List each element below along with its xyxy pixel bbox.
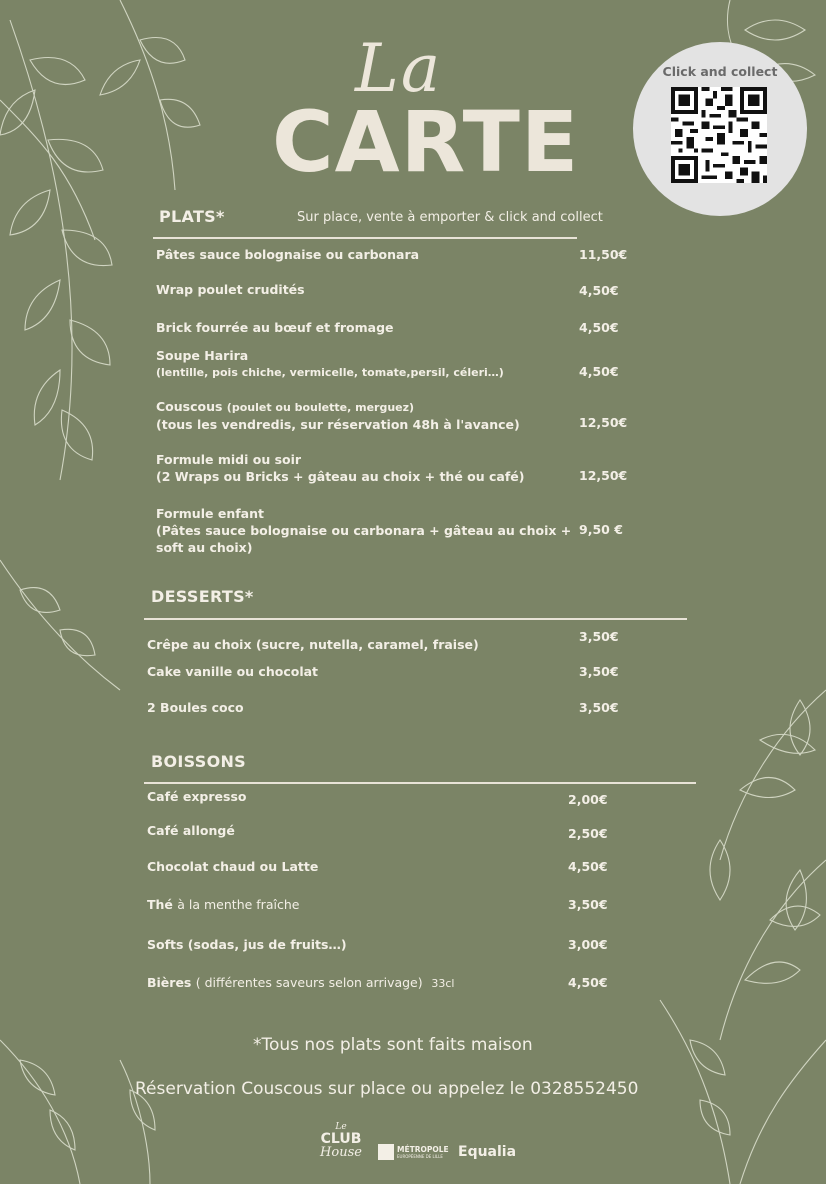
boisson-price: 4,50€	[568, 859, 608, 874]
boisson-price: 2,50€	[568, 826, 608, 841]
item-name: Cake vanille ou chocolat	[147, 664, 319, 679]
equalia-logo: Equalia	[458, 1144, 517, 1160]
dessert-price: 3,50€	[579, 629, 619, 644]
plats-item	[156, 246, 419, 263]
qr-label: Click and collect	[662, 64, 778, 79]
plats-price: 4,50€	[579, 283, 619, 298]
boisson-item	[147, 896, 299, 913]
item-name: Pâtes sauce bolognaise ou carbonara	[156, 247, 420, 262]
item-name: Café expresso	[147, 789, 247, 804]
item-inline: ( différentes saveurs selon arrivage)	[195, 975, 423, 990]
item-detail: (tous les vendredis, sur réservation 48h à l'avance)	[156, 417, 520, 432]
title-carte: CARTE	[272, 93, 580, 191]
item-volume: 33cl	[431, 977, 455, 990]
boisson-price: 4,50€	[568, 975, 608, 990]
item-name: Couscous	[156, 399, 223, 414]
plats-divider	[153, 237, 577, 239]
item-name: Wrap poulet crudités	[156, 282, 305, 297]
item-inline: (poulet ou boulette, merguez)	[226, 401, 415, 414]
dessert-item	[147, 699, 244, 716]
item-name: Softs (sodas, jus de fruits…)	[147, 937, 347, 952]
dessert-item	[147, 663, 318, 680]
item-name: Formule	[156, 506, 214, 521]
plats-price: 12,50€	[579, 415, 628, 430]
item-name: Formule	[156, 452, 214, 467]
item-inline: enfant	[217, 506, 264, 521]
item-name: Brick fourrée au bœuf et fromage	[156, 320, 394, 335]
boisson-price: 2,00€	[568, 792, 608, 807]
metropole-mark-icon	[378, 1144, 394, 1160]
homemade-note: *Tous nos plats sont faits maison	[253, 1035, 533, 1055]
qr-code-icon[interactable]	[668, 87, 770, 183]
boissons-title: BOISSONS	[151, 752, 246, 771]
item-detail-2: soft au choix)	[156, 540, 253, 555]
plats-item	[156, 281, 305, 298]
dessert-price: 3,50€	[579, 664, 619, 679]
qr-badge	[633, 42, 807, 216]
item-name: Café allongé	[147, 823, 235, 838]
item-name: Soupe Harira	[156, 348, 249, 363]
plats-title: PLATS*	[159, 207, 225, 226]
boisson-item	[147, 858, 318, 875]
item-detail: (2 Wraps ou Bricks + gâteau au choix + thé ou café)	[156, 469, 525, 484]
item-name: Chocolat chaud ou Latte	[147, 859, 319, 874]
boisson-item	[147, 788, 246, 805]
dessert-item	[147, 636, 479, 653]
plats-item	[156, 451, 524, 485]
item-name: Crêpe au choix (sucre, nutella, caramel, fraise)	[147, 637, 479, 652]
plats-subtitle: Sur place, vente à emporter & click and collect	[297, 210, 603, 225]
plats-price: 4,50€	[579, 364, 619, 379]
plats-price: 9,50 €	[579, 522, 623, 537]
boisson-price: 3,50€	[568, 897, 608, 912]
plats-item	[156, 319, 394, 336]
item-name: 2 Boules coco	[147, 700, 244, 715]
item-detail: (lentille, pois chiche, vermicelle, tomate,persil, céleri…)	[156, 366, 504, 379]
boisson-price: 3,00€	[568, 937, 608, 952]
boisson-item	[147, 974, 454, 992]
boisson-item	[147, 936, 347, 953]
plats-price: 4,50€	[579, 320, 619, 335]
item-name: Bières	[147, 975, 192, 990]
plats-price: 12,50€	[579, 468, 628, 483]
boissons-divider	[144, 782, 696, 784]
desserts-divider	[144, 618, 687, 620]
menu-page: La CARTE Click and collect PLATS* Sur place, vente à emporter & click and collect Pâtes sauce bolognaise ou carbonara 11,50€ Wrap poulet crudités 4,50€ Brick fourrée au bœuf et fromage 4,50€ Soupe Harira (lentille, pois chiche, vermicelle, tomate,persil, céleri…) 4,50€ Couscous (poulet ou boulette, merguez) (tous les vendredis, sur réservation 48h à l'avance) 12,50€ Formule midi ou soir (2 Wraps ou Bricks + gâteau au choix + thé ou café) 12,50€ Formule enfant (Pâtes sauce bolognaise ou carbonara + gâteau au choix + soft au choix) 9,50 € DESSERTS* Crêpe au choix (sucre, nutella, caramel, fraise) 3,50€ Cake vanille ou chocolat 3,50€ 2 Boules coco 3,50€ BOISSONS Café expresso 2,00€ Café allongé 2,50€ Chocolat chaud ou Latte 4,50€ Thé à la menthe fraîche 3,50€ Softs (sodas, jus de fruits…) 3,00€ Bières ( différentes saveurs selon arrivage) 33cl 4,50€ *Tous nos plats sont faits maison Réservation Couscous sur place ou appelez le 0328552450 Le CLUB House MÉTROPOLE EUROPÉENNE DE LILLE Equalia	[0, 0, 826, 1184]
item-inline: à la menthe fraîche	[177, 897, 300, 912]
reservation-note: Réservation Couscous sur place ou appelez le 0328552450	[135, 1079, 639, 1099]
item-name: Thé	[147, 897, 173, 912]
item-detail: (Pâtes sauce bolognaise ou carbonara + gâteau au choix +	[156, 523, 572, 538]
item-inline: midi ou soir	[217, 452, 302, 467]
boisson-item	[147, 822, 235, 839]
desserts-title: DESSERTS*	[151, 587, 254, 606]
plats-item	[156, 505, 571, 556]
dessert-price: 3,50€	[579, 700, 619, 715]
plats-price: 11,50€	[579, 247, 628, 262]
plats-item	[156, 347, 504, 381]
plats-item	[156, 398, 520, 433]
title-la: La	[355, 30, 443, 107]
club-house-logo: Le CLUB House	[320, 1122, 362, 1160]
